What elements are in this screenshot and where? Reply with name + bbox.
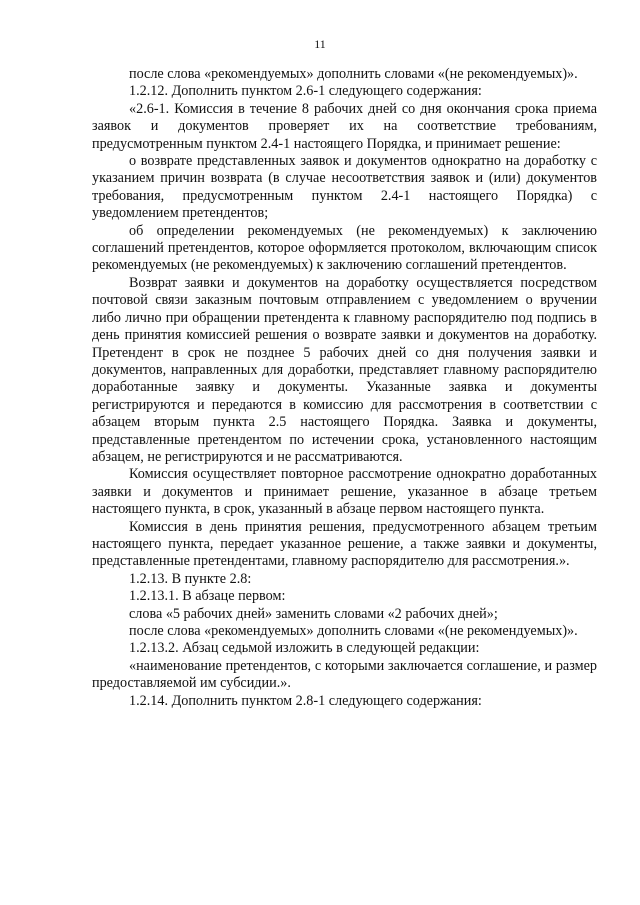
paragraph-13: 1.2.13.2. Абзац седьмой изложить в следующей редакции: <box>129 640 480 657</box>
paragraph-12: после слова «рекомендуемых» дополнить словами «(не рекомендуемых)». <box>129 623 578 639</box>
paragraph-2: 1.2.12. Дополнить пунктом 2.6-1 следующего содержания: <box>129 83 482 100</box>
paragraph-11: слова «5 рабочих дней» заменить словами «2 рабочих дней»; <box>129 605 498 622</box>
paragraph-14: «наименование претендентов, с которыми заключается соглашение, и размер предоставляемой им субсидии.». <box>92 657 597 692</box>
document-body <box>92 66 597 710</box>
paragraph-8: Комиссия в день принятия решения, предусмотренного абзацем третьим настоящего пункта, передает указанное решение, а также заявки и документы, представленные претендентами, главному распорядителю для рассмотрения.». <box>92 518 597 570</box>
paragraph-4: о возврате представленных заявок и документов однократно на доработку с указанием причин возврата (в случае несоответствия заявок и (или) документов требования, предусмотренным пунктом 2.4-1 настоящего Порядка) с уведомлением претендентов; <box>92 153 597 222</box>
paragraph-6: Возврат заявки и документов на доработку осуществляется посредством почтовой связи заказным почтовым отправлением с уведомлением о вручении либо лично при обращении претендента к главному распорядителю под подпись в день принятия комиссией решения о возврате заявки и документов на доработку. Претендент в срок не позднее 5 рабочих дней со дня получения заявки и документов, направленных для доработки, представляет главному распорядителю доработанные заявку и документы. Указанные заявка и документы регистрируются и передаются в комиссию для рассмотрения в соответствии с абзацем вторым пункта 2.5 настоящего Порядка. Заявка и документы, представленные претендентом по истечении срока, установленного настоящим абзацем, не регистрируются и не рассматриваются. <box>92 274 597 465</box>
paragraph-5: об определении рекомендуемых (не рекомендуемых) к заключению соглашений претендентов, которое оформляется протоколом, включающим список рекомендуемых (не рекомендуемых) к заключению соглашений претендентов. <box>92 222 597 274</box>
paragraph-9: 1.2.13. В пункте 2.8: <box>129 570 252 587</box>
paragraph-10: 1.2.13.1. В абзаце первом: <box>129 588 286 605</box>
page-number: 11 <box>314 37 326 51</box>
paragraph-1: после слова «рекомендуемых» дополнить словами «(не рекомендуемых)». <box>129 66 578 82</box>
paragraph-7: Комиссия осуществляет повторное рассмотрение однократно доработанных заявки и документов и принимает решение, указанное в абзаце третьем настоящего пункта, в срок, указанный в абзаце первом настоящего пункта. <box>92 466 597 518</box>
paragraph-15: 1.2.14. Дополнить пунктом 2.8-1 следующего содержания: <box>129 692 482 709</box>
paragraph-3: «2.6-1. Комиссия в течение 8 рабочих дней со дня окончания срока приема заявок и документов проверяет их на соответствие требованиям, предусмотренным пунктом 2.4-1 настоящего Порядка, и принимает решение: <box>92 100 597 152</box>
